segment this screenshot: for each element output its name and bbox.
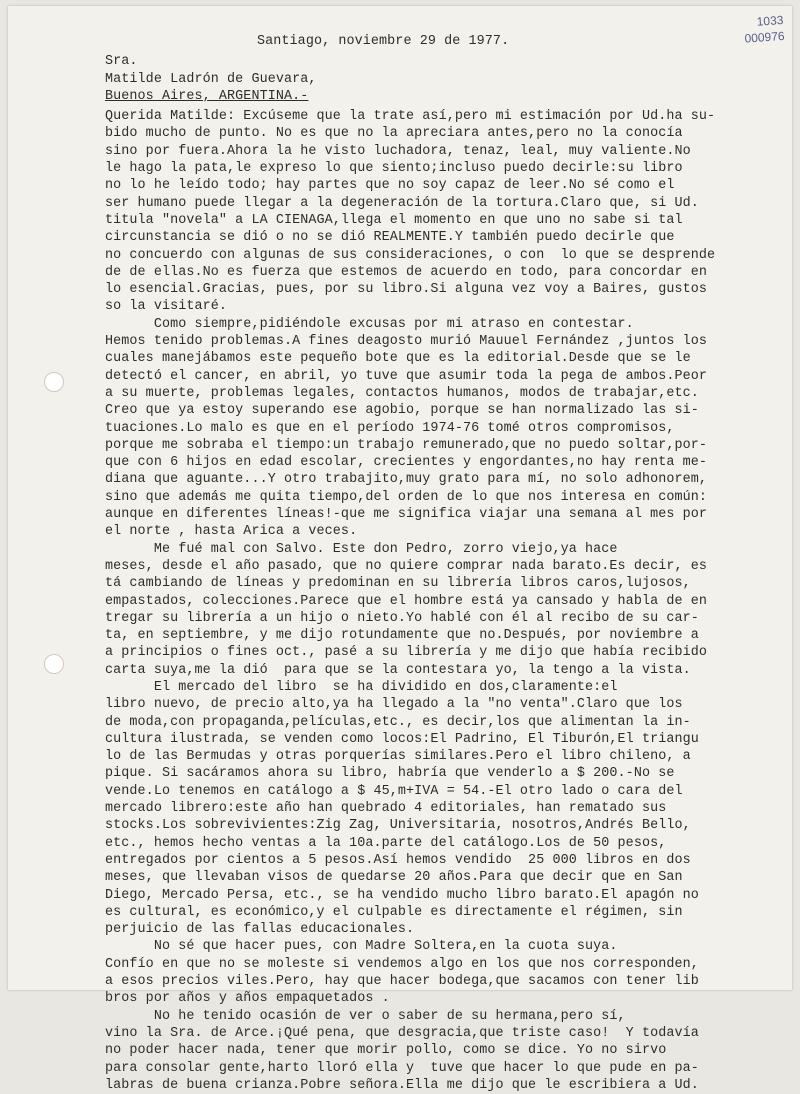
letter-body bbox=[105, 108, 789, 1094]
typed-letter bbox=[105, 33, 789, 1094]
letter-line: meses, desde el año pasado, que no quiere comprar nada barato.Es decir, es bbox=[105, 558, 708, 574]
letter-line: ta, en septiembre, y me dijo rotundamente que no.Después, por noviembre a bbox=[105, 628, 699, 644]
letter-line: le hago la pata,le expreso lo que siento;incluso puedo decirle:su libro bbox=[105, 161, 683, 177]
letter-line: mercado librero:este año han quebrado 4 editoriales, han rematado sus bbox=[105, 801, 667, 817]
letter-line: porque me sobraba el tiempo:un trabajo remunerado,que no puedo soltar,por- bbox=[105, 437, 708, 453]
letter-line: empastados, colecciones.Parece que el hombre está ya cansado y habla de en bbox=[105, 593, 708, 609]
letter-line: Diego, Mercado Persa, etc., se ha vendido mucho libro barato.El apagón no bbox=[105, 887, 699, 903]
letter-line: vende.Lo tenemos en catálogo a $ 45,m+IVA = 54.-El otro lado o cara del bbox=[105, 783, 683, 799]
place-date: Santiago, noviembre 29 de 1977. bbox=[257, 34, 510, 49]
letter-line: entregados por cientos a 5 pesos.Así hemos vendido 25 000 libros en dos bbox=[105, 852, 691, 868]
letter-line: cultura ilustrada, se venden como locos:El Padrino, El Tiburón,El triangu bbox=[105, 731, 699, 747]
punch-hole bbox=[44, 654, 64, 674]
letter-line: Creo que ya estoy superando ese agobio, porque se han normalizado las si- bbox=[105, 403, 699, 419]
letter-line: el norte , hasta Arica a veces. bbox=[105, 524, 358, 540]
letter-line: de moda,con propaganda,películas,etc., es decir,los que alimentan la in- bbox=[105, 714, 691, 730]
letter-line: no poder hacer nada, tener que morir pollo, como se dice. Yo no sirvo bbox=[105, 1043, 667, 1059]
letter-line: a esos precios viles.Pero, hay que hacer bodega,que sacamos con tener lib bbox=[105, 974, 699, 990]
letter-line: tuaciones.Lo malo es que en el período 1974-76 tomé otros compromisos, bbox=[105, 420, 675, 436]
letter-line: bido mucho de punto. No es que no la apreciara antes,pero no la conocía bbox=[105, 126, 683, 142]
letter-line: stocks.Los sobrevivientes:Zig Zag, Universitaria, nosotros,Andrés Bello, bbox=[105, 818, 691, 834]
letter-line: labras de buena crianza.Pobre señora.Ella me dijo que le escribiera a Ud. bbox=[105, 1077, 699, 1093]
letter-line: tregar su librería a un hijo o nieto.Yo hablé con él al recibo de su car- bbox=[105, 610, 699, 626]
letter-line: tá cambiando de líneas y predominan en su librería libros caros,lujosos, bbox=[105, 576, 691, 592]
letter-line: bros por años y años empaquetados . bbox=[105, 991, 390, 1007]
addressee-line: Buenos Aires, ARGENTINA.- bbox=[105, 88, 309, 104]
letter-page bbox=[8, 6, 792, 1093]
letter-line: perjuicio de las fallas educacionales. bbox=[105, 922, 415, 938]
letter-line: no concuerdo con algunas de sus consideraciones, o con lo que se desprende bbox=[105, 247, 716, 263]
letter-line: No he tenido ocasión de ver o saber de su hermana,pero sí, bbox=[105, 1008, 626, 1024]
letter-line: para consolar gente,harto lloró ella y tuve que hacer lo que pude en pa- bbox=[105, 1060, 699, 1076]
letter-line: lo esencial.Gracias, pues, por su libro.Si alguna vez voy a Baires, gustos bbox=[105, 282, 708, 298]
letter-line: no lo he leído todo; hay partes que no soy capaz de leer.No sé como el bbox=[105, 178, 675, 194]
letter-line: Querida Matilde: Excúseme que la trate así,pero mi estimación por Ud.ha su- bbox=[105, 109, 716, 125]
letter-line: vino la Sra. de Arce.¡Qué pena, que desgracia,que triste caso! Y todavía bbox=[105, 1025, 699, 1041]
letter-line: libro nuevo, de precio alto,ya ha llegado a la "no venta".Claro que los bbox=[105, 697, 683, 713]
archive-number: 000976 bbox=[744, 28, 785, 46]
letter-line: so la visitaré. bbox=[105, 299, 228, 315]
letter-line: El mercado del libro se ha dividido en dos,claramente:el bbox=[105, 679, 618, 695]
letter-line: Confío en que no se moleste si vendemos algo en los que nos corresponden, bbox=[105, 956, 699, 972]
letter-line: que con 6 hijos en edad escolar, crecientes y engordantes,no hay renta me- bbox=[105, 455, 708, 471]
letter-line: pique. Si sacáramos ahora su libro, habría que venderlo a $ 200.-No se bbox=[105, 766, 675, 782]
letter-line: es cultural, es económico,y el culpable es directamente el régimen, sin bbox=[105, 904, 683, 920]
letter-line: etc., hemos hecho ventas a la 10a.parte del catálogo.Los de 50 pesos, bbox=[105, 835, 667, 851]
letter-line: titula "novela" a LA CIENAGA,llega el momento en que uno no sabe si tal bbox=[105, 212, 683, 228]
letter-line: diana que aguante...Y otro trabajito,muy grato para mí, no solo adhonorem, bbox=[105, 472, 708, 488]
letter-line: ser humano puede llegar a la degeneración de la tortura.Claro que, si Ud. bbox=[105, 195, 699, 211]
letter-line: de de ellas.No es fuerza que estemos de acuerdo en todo, para concordar en bbox=[105, 264, 708, 280]
letter-line: sino por fuera.Ahora la he visto luchadora, tenaz, leal, muy valiente.No bbox=[105, 143, 691, 159]
letter-line: detectó el cancer, en abril, yo tuve que asumir toda la pega de ambos.Peor bbox=[105, 368, 708, 384]
letter-line: aunque en diferentes líneas!-que me significa viajar una semana al mes por bbox=[105, 507, 708, 523]
letter-line: Hemos tenido problemas.A fines deagosto murió Mauuel Fernández ,juntos los bbox=[105, 334, 708, 350]
letter-line: meses, que llevaban visos de quedarse 20 años.Para que decir que en San bbox=[105, 870, 683, 886]
letter-line: sino que además me quita tiempo,del orden de lo que nos interesa en común: bbox=[105, 489, 708, 505]
addressee-line: Matilde Ladrón de Guevara, bbox=[105, 71, 317, 87]
letter-line: Me fué mal con Salvo. Este don Pedro, zorro viejo,ya hace bbox=[105, 541, 618, 557]
punch-hole bbox=[44, 372, 64, 392]
letter-line: a su muerte, problemas legales, contactos humanos, modos de trabajar,etc. bbox=[105, 385, 699, 401]
letter-line: lo de las Bermudas y otras porquerías similares.Pero el libro chileno, a bbox=[105, 749, 691, 765]
letter-line: No sé que hacer pues, con Madre Soltera,en la cuota suya. bbox=[105, 939, 618, 955]
letter-line: circunstancia se dió o no se dió REALMENTE.Y también puedo decirle que bbox=[105, 230, 675, 246]
letter-line: carta suya,me la dió para que se la contestara yo, la tengo a la vista. bbox=[105, 662, 691, 678]
letter-line: Como siempre,pidiéndole excusas por mi atraso en contestar. bbox=[105, 316, 634, 332]
letter-line: cuales manejábamos este pequeño bote que es la editorial.Desde que se le bbox=[105, 351, 691, 367]
letter-line: a principios o fines oct., pasé a su librería y me dijo que había recibido bbox=[105, 645, 708, 661]
archive-number: 1033 bbox=[756, 12, 784, 29]
addressee-line: Sra. bbox=[105, 54, 138, 70]
